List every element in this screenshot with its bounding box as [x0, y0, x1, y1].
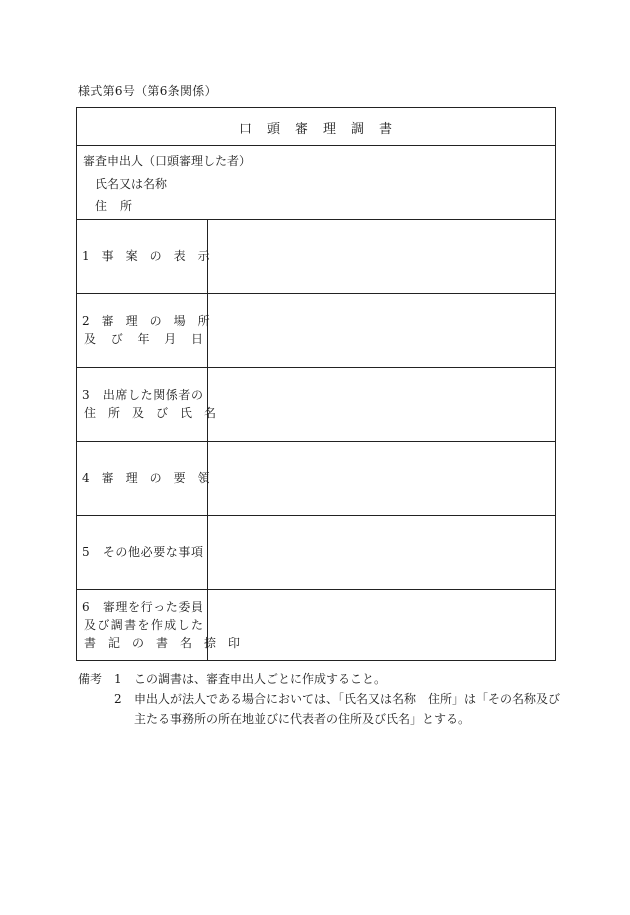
row-value-cell[interactable] — [208, 589, 555, 660]
form-number: 様式第6号（第6条関係） — [78, 84, 217, 98]
row-attendees — [77, 367, 555, 442]
row-hearing-summary — [77, 441, 555, 516]
applicant-heading: 審査申出人（口頭審理した者） — [83, 154, 252, 168]
form-title: 口 頭 審 理 調 書 — [238, 122, 393, 137]
row-label-line: 6 審理を行った委員 — [82, 599, 203, 614]
note-number: 1 — [114, 672, 122, 686]
row-label-line: 住 所 及 び 氏 名 — [84, 406, 217, 420]
row-label — [77, 219, 208, 293]
row-label-line: 書 記 の 書 名 捺 印 — [84, 635, 241, 650]
note-item — [78, 689, 561, 709]
row-value-cell[interactable] — [208, 219, 555, 293]
note-continuation: 主たる事務所の所在地並びに代表者の住所及び氏名」とする。 — [134, 712, 471, 726]
notes-prefix: 備考 — [78, 672, 103, 686]
note-text: この調書は、審査申出人ごとに作成すること。 — [134, 672, 387, 686]
row-value-cell[interactable] — [208, 441, 555, 515]
row-label-line: 5 その他必要な事項 — [82, 545, 203, 559]
applicant-section — [77, 145, 555, 220]
note-number: 2 — [114, 692, 122, 706]
row-label — [77, 293, 208, 367]
note-text: 申出人が法人である場合においては、「氏名又は名称 住所」は「その名称及び — [134, 692, 561, 706]
applicant-address-label: 住所 — [95, 199, 146, 213]
row-value-cell[interactable] — [208, 293, 555, 367]
notes-section — [78, 669, 561, 729]
oral-hearing-record-form — [76, 107, 556, 661]
row-label-line: 4 審 理 の 要 領 — [82, 471, 210, 485]
row-other-matters — [77, 515, 555, 590]
row-signatures — [77, 589, 555, 660]
row-label — [77, 367, 217, 441]
row-value-cell[interactable] — [208, 367, 555, 441]
row-label-line: 2 審 理 の 場 所 — [82, 314, 210, 328]
title-row — [77, 108, 555, 146]
row-label-line: 及 び 年 月 日 — [84, 332, 203, 346]
applicant-name-label: 氏名又は名称 — [95, 177, 168, 191]
row-label — [77, 441, 208, 515]
row-value-cell[interactable] — [208, 515, 555, 589]
note-item — [78, 669, 558, 689]
row-label-line: 1 事 案 の 表 示 — [82, 249, 210, 263]
row-label — [77, 515, 208, 589]
row-label-line: 及び調書を作成した — [84, 617, 203, 632]
row-case-description — [77, 219, 555, 294]
row-hearing-place-date — [77, 293, 555, 368]
row-label — [77, 589, 241, 660]
row-label-line: 3 出席した関係者の — [82, 388, 203, 402]
